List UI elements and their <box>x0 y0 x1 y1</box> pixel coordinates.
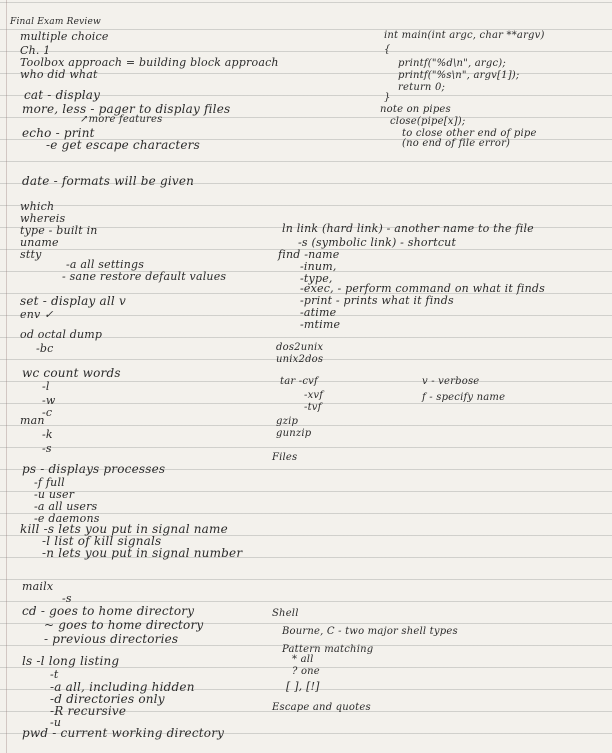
note-line: wc count words <box>22 366 121 380</box>
note-line: -a all users <box>34 500 98 513</box>
note-line: -print - prints what it finds <box>300 294 454 307</box>
note-line: kill -s lets you put in signal name <box>20 522 228 536</box>
note-line: note on pipes <box>380 104 451 115</box>
note-line: ~ goes to home directory <box>44 618 204 632</box>
note-line: -atime <box>300 306 337 319</box>
note-line: -s <box>62 592 72 605</box>
note-line: ls -l long listing <box>22 654 120 668</box>
code-line: { <box>384 44 391 55</box>
note-line: -u <box>50 716 62 729</box>
code-line: printf("%d\n", argc); <box>398 58 506 69</box>
note-line: -tvf <box>304 402 322 413</box>
note-line: stty <box>20 248 42 261</box>
note-line: -w <box>42 394 56 407</box>
note-line: -e daemons <box>34 512 100 525</box>
note-line: Toolbox approach = building block approach <box>20 56 279 69</box>
note-line: -d directories only <box>50 692 165 706</box>
note-line: -c <box>42 406 53 419</box>
note-line: find -name <box>278 248 340 261</box>
note-line: which <box>20 200 55 213</box>
note-line: ps - displays processes <box>22 462 166 476</box>
note-line: dos2unix <box>276 342 324 353</box>
note-line: -n lets you put in signal number <box>42 546 243 560</box>
note-line: -l list of kill signals <box>42 534 162 548</box>
note-line: Bourne, C - two major shell types <box>282 626 458 637</box>
note-line: -l <box>42 380 50 393</box>
note-line: - sane restore default values <box>62 270 227 283</box>
note-line: uname <box>20 236 59 249</box>
code-line: close(pipe[x]); <box>390 116 466 127</box>
note-line: -bc <box>36 342 54 355</box>
code-line: int main(int argc, char **argv) <box>384 30 545 41</box>
note-line: to close other end of pipe <box>402 128 537 139</box>
note-line: (no end of file error) <box>402 138 511 149</box>
note-line: -s (symbolic link) - shortcut <box>298 236 457 249</box>
note-line: cd - goes to home directory <box>22 604 195 618</box>
note-line: -type, <box>300 272 333 285</box>
note-line: cat - display <box>24 88 101 102</box>
note-line: -f full <box>34 476 65 489</box>
note-line: -k <box>42 428 53 441</box>
note-line: who did what <box>20 68 98 81</box>
note-line: -a all settings <box>66 258 145 271</box>
note-line: Ch. 1 <box>20 44 51 57</box>
note-line: Pattern matching <box>282 644 374 655</box>
note-line: whereis <box>20 212 66 225</box>
note-line: gzip <box>276 416 299 427</box>
note-line: -xvf <box>304 390 324 401</box>
note-line: env ✓ <box>20 308 54 321</box>
note-line: od octal dump <box>20 328 103 341</box>
note-line: -exec, - perform command on what it finds <box>300 282 545 295</box>
note-line: date - formats will be given <box>22 174 195 188</box>
margin-line <box>6 0 7 753</box>
note-line: multiple choice <box>20 30 109 43</box>
note-line: set - display all v <box>20 294 126 308</box>
code-line: printf("%s\n", argv[1]); <box>398 70 520 81</box>
note-line: f - specify name <box>422 392 506 403</box>
note-line: - previous directories <box>44 632 179 646</box>
note-line: ? one <box>292 666 320 677</box>
code-line: } <box>384 92 391 103</box>
page-title: Final Exam Review <box>10 17 101 27</box>
note-line: [ ], [!] <box>286 680 320 693</box>
note-line: v - verbose <box>422 376 480 387</box>
note-line: -a all, including hidden <box>50 680 195 694</box>
note-line: pwd - current working directory <box>22 726 225 740</box>
note-line: ↗more features <box>80 114 163 125</box>
note-line: Escape and quotes <box>272 702 371 713</box>
note-line: -u user <box>34 488 75 501</box>
note-line: more, less - pager to display files <box>22 102 231 116</box>
note-line: type - built in <box>20 224 98 237</box>
note-line: -inum, <box>300 260 337 273</box>
note-line: -e get escape characters <box>46 138 200 152</box>
note-line: -R recursive <box>50 704 127 718</box>
note-line: tar -cvf <box>280 376 318 387</box>
note-line: unix2dos <box>276 354 324 365</box>
note-line: man <box>20 414 45 427</box>
note-line: -s <box>42 442 52 455</box>
note-line: gunzip <box>276 428 312 439</box>
note-line: echo - print <box>22 126 95 140</box>
note-line: mailx <box>22 580 54 593</box>
note-line: -mtime <box>300 318 341 331</box>
code-line: return 0; <box>398 82 446 93</box>
note-line: ln link (hard link) - another name to the file <box>282 222 534 235</box>
note-line: Shell <box>272 608 299 619</box>
note-line: * all <box>292 654 314 665</box>
note-line: Files <box>272 452 298 463</box>
note-line: -t <box>50 668 59 681</box>
